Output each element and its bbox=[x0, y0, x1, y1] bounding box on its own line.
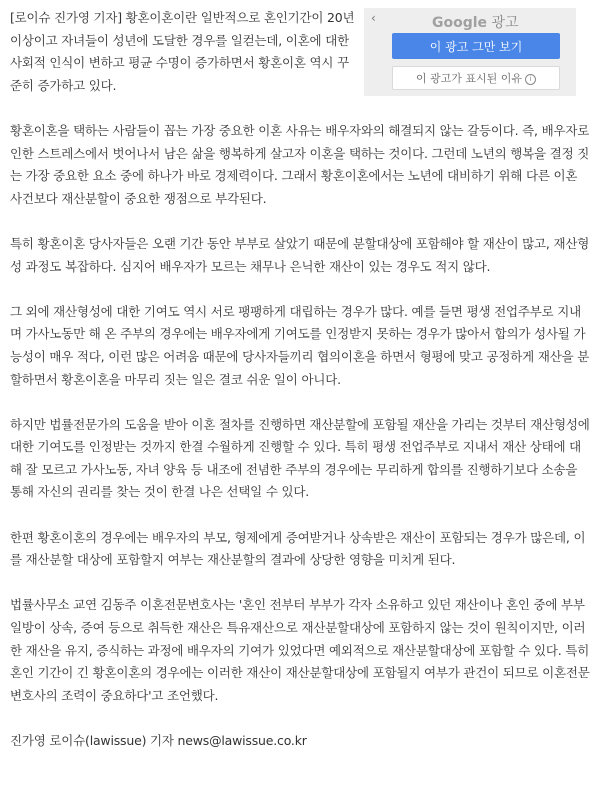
article-paragraph: 황혼이혼을 택하는 사람들이 꼽는 가장 중요한 이혼 사유는 배우자와의 해결되지 않는 갈등이다. 즉, 배우자로 인한 스트레스에서 벗어나서 남은 삶을 행복하게 살고자 이혼을 택하는 것이다. 그런데 노년의 행복을 결정 짓는 가장 중요한 요소 중에 하나가 바로 경제력이다. 그래서 황혼이혼에서는 노년에 대비하기 위해 다른 이혼 사건보다 재산분할이 중요한 쟁점으로 부각된다. bbox=[10, 122, 590, 206]
article-byline: 진가영 로이슈(lawissue) 기자 news@lawissue.co.kr bbox=[10, 733, 307, 748]
article-lead bbox=[10, 7, 592, 97]
article-paragraph: 그 외에 재산형성에 대한 기여도 역시 서로 팽팽하게 대립하는 경우가 많다. 예를 들면 평생 전업주부로 지내며 가사노동만 해 온 주부의 경우에는 배우자에게 기여도를 인정받지 못하는 경우가 많아서 합의가 성사될 가능성이 매우 적다, 이런 많은 어려움 때문에 당사자들끼리 협의이혼을 하면서 형평에 맞고 공정하게 재산을 분할하면서 황혼이혼을 마무리 짓는 일은 결코 쉬운 일이 아니다. bbox=[10, 303, 590, 387]
chevron-left-icon[interactable]: ‹ bbox=[371, 11, 376, 25]
article-paragraph: 하지만 법률전문가의 도움을 받아 이혼 절차를 진행하면 재산분할에 포함될 재산을 가리는 것부터 재산형성에 대한 기여도를 인정받는 것까지 한결 수월하게 진행할 수 있다. 특히 평생 전업주부로 지내서 재산 상태에 대해 잘 모르고 가사노동, 자녀 양육 등 내조에 전념한 주부의 경우에는 무리하게 합의를 진행하기보다 소송을 통해 자신의 권리를 찾는 것이 한결 나은 선택일 수 있다. bbox=[10, 416, 590, 500]
ad-label: 광고 bbox=[491, 15, 519, 31]
info-icon: i bbox=[525, 74, 536, 85]
stop-ad-button[interactable]: 이 광고 그만 보기 bbox=[392, 33, 560, 59]
article-paragraph: 특히 황혼이혼 당사자들은 오랜 기간 동안 부부로 살았기 때문에 분할대상에 포함해야 할 재산이 많고, 재산형성 과정도 복잡하다. 심지어 배우자가 모르는 채무나 은닉한 재산이 있는 경우도 적지 않다. bbox=[10, 235, 590, 274]
google-logo: Google bbox=[432, 15, 488, 31]
article-paragraph: 법률사무소 교연 김동주 이혼전문변호사는 '혼인 전부터 부부가 각자 소유하고 있던 재산이나 혼인 중에 부부 일방이 상속, 증여 등으로 취득한 재산은 특유재산으로 재산분할대상에 포함하지 않는 것이 원칙이지만, 이러한 재산을 유지, 증식하는 과정에 배우자의 기여가 있었다면 예외적으로 재산분할대상에 포함할 수 있다. 특히 혼인 기간이 긴 황혼이혼의 경우에는 이러한 재산이 재산분할대상에 포함될지 여부가 관건이 되므로 이혼전문변호사의 조력이 중요하다'고 조언했다. bbox=[10, 597, 590, 703]
article-body bbox=[10, 7, 592, 775]
why-this-ad-label: 이 광고가 표시된 이유 bbox=[415, 72, 523, 85]
article-lead-text: [로이슈 진가영 기자] 황혼이혼이란 일반적으로 혼인기간이 20년 이상이고 자녀들이 성년에 도달한 경우를 일컫는데, 이혼에 대한 사회적 인식이 변하고 평균 수명이 증가하면서 황혼이혼 역시 꾸준히 증가하고 있다. bbox=[10, 10, 355, 93]
article-paragraph: 한편 황혼이혼의 경우에는 배우자의 부모, 형제에게 증여받거나 상속받은 재산이 포함되는 경우가 많은데, 이를 재산분할 대상에 포함할지 여부는 재산분할의 결과에 상당한 영향을 미치게 된다. bbox=[10, 529, 586, 568]
